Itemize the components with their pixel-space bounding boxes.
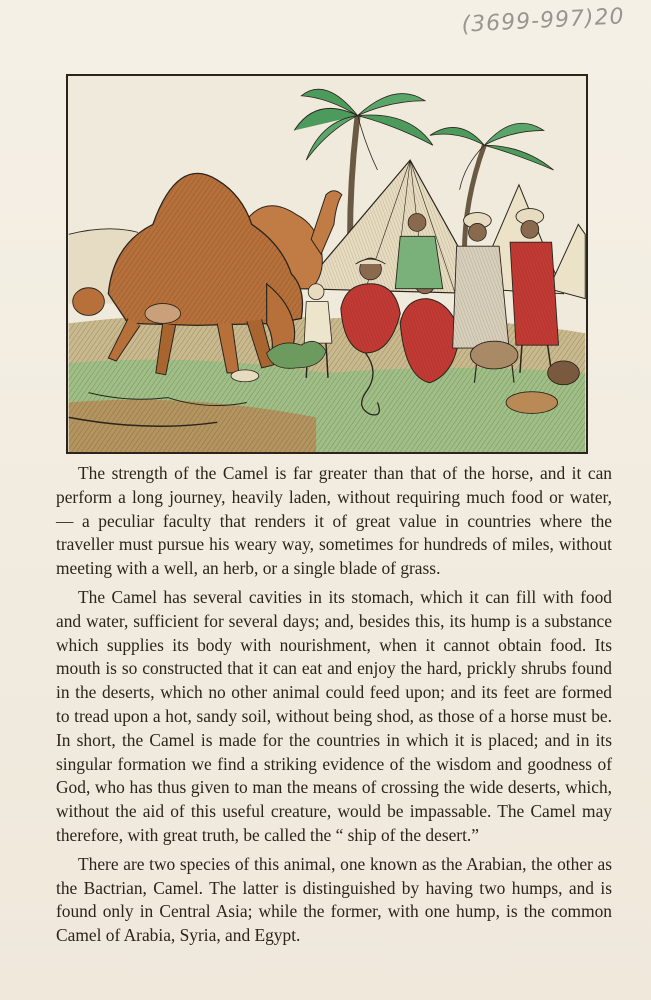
pencil-catalog-note: (3699-997)20 bbox=[460, 4, 626, 38]
goat-right bbox=[548, 361, 580, 385]
paragraph-3: There are two species of this animal, one known as the Arabian, the other as the Bactrian, Camel. The latter is distinguished by having two humps, and is found only in Central Asia; while the former, with one hump, is the common Camel of Arabia, Syria, and Egypt. bbox=[56, 853, 612, 946]
dog bbox=[506, 392, 557, 414]
engraving-drawing bbox=[68, 76, 586, 452]
article-text bbox=[56, 462, 612, 953]
paragraph-2: The Camel has several cavities in its stomach, which it can fill with food and water, sufficient for several days; and, besides this, its hump is a substance which supplies its body with nourishment, when it cannot obtain food. Its mouth is so constructed that it can eat and enjoy the hard, prickly shrubs found in the deserts, which no other animal could feed upon; and its feet are formed to tread upon a hot, sandy soil, without being shod, as those of a horse must be. In short, the Camel is made for the countries in which it is placed; and in its singular formation we find a striking evidence of the wisdom and goodness of God, who has thus given to man the means of crossing the wide deserts, which, without the aid of this useful creature, would be impassable. The Camel may therefore, with great truth, be called the “ ship of the desert.” bbox=[56, 586, 612, 845]
camel-illustration bbox=[66, 74, 588, 454]
paragraph-1: The strength of the Camel is far greater than that of the horse, and it can perform a long journey, heavily laden, without requiring much food or water, — a peculiar faculty that renders it of great value in countries where the traveller must pursue his weary way, sometimes for hundreds of miles, without meeting with a well, an herb, or a single blade of grass. bbox=[56, 463, 612, 579]
